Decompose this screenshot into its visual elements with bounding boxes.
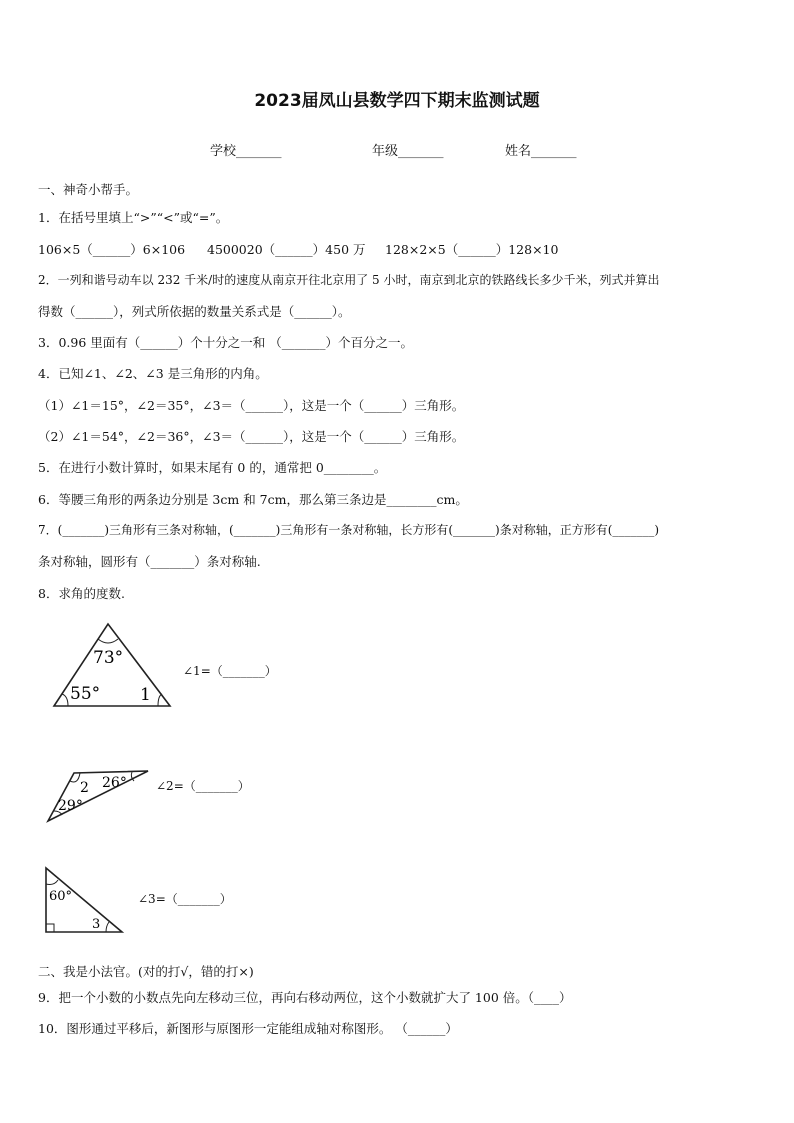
school-field: 学校_______ bbox=[210, 144, 282, 159]
name-field: 姓名_______ bbox=[505, 144, 577, 159]
q1-text: 1．在括号里填上“>”“<”或“=”。 bbox=[38, 210, 229, 225]
q6-text: 6．等腰三角形的两条边分别是 3cm 和 7cm，那么第三条边是________cm。 bbox=[38, 492, 468, 507]
page-title: 2023届凤山县数学四下期末监测试题 bbox=[254, 91, 540, 111]
fig3-label: ∠3=（_______） bbox=[138, 892, 232, 906]
q2-line2: 得数（______），列式所依据的数量关系式是（______）。 bbox=[38, 304, 351, 319]
q7-line2: 条对称轴，圆形有（_______）条对称轴. bbox=[38, 554, 261, 569]
q4-text: 4．已知∠1、∠2、∠3 是三角形的内角。 bbox=[38, 366, 268, 381]
fig1-angle-left: 55° bbox=[70, 684, 101, 704]
q8-text: 8．求角的度数. bbox=[38, 586, 125, 601]
fig3-angle-right: 3 bbox=[92, 917, 101, 932]
section1-heading: 一、神奇小帮手。 bbox=[38, 182, 139, 197]
q3-text: 3．0.96 里面有（______）个十分之一和 （_______）个百分之一。 bbox=[38, 335, 413, 350]
q2-line1: 2．一列和谐号动车以 232 千米/时的速度从南京开往北京用了 5 小时，南京到北京的铁路线长多少千米，列式并算出 bbox=[38, 273, 660, 287]
section2-heading: 二、我是小法官。(对的打√，错的打×) bbox=[38, 964, 254, 979]
triangle-figure-2 bbox=[44, 765, 152, 827]
fig2-angle-a: 2 bbox=[80, 780, 89, 796]
fig1-label: ∠1=（_______） bbox=[183, 664, 277, 678]
q1-item-2: 4500020（______）450 万 bbox=[207, 242, 366, 257]
q9-text: 9．把一个小数的小数点先向左移动三位，再向右移动两位，这个小数就扩大了 100 倍。（____） bbox=[38, 990, 572, 1005]
q4-sub2: （2）∠1＝54°，∠2＝36°，∠3＝（______），这是一个（______）三角形。 bbox=[38, 429, 465, 444]
fig2-angle-c: 29° bbox=[58, 798, 83, 814]
q1-item-1: 106×5（______）6×106 bbox=[38, 242, 186, 257]
triangle-figure-3 bbox=[42, 862, 128, 938]
q4-sub1: （1）∠1＝15°，∠2＝35°，∠3＝（______），这是一个（______）三角形。 bbox=[38, 398, 465, 413]
triangle-figure-1 bbox=[46, 620, 176, 712]
q7-line1: 7．(_______)三角形有三条对称轴，(_______)三角形有一条对称轴，长方形有(_______)条对称轴，正方形有(_______) bbox=[38, 523, 660, 537]
fig1-angle-right: 1 bbox=[140, 685, 151, 705]
fig3-angle-top: 60° bbox=[49, 889, 73, 904]
fig2-label: ∠2=（_______） bbox=[156, 779, 250, 793]
fig2-angle-b: 26° bbox=[102, 775, 127, 791]
grade-field: 年级_______ bbox=[372, 144, 444, 159]
q5-text: 5．在进行小数计算时，如果末尾有 0 的，通常把 0________。 bbox=[38, 460, 387, 475]
q10-text: 10．图形通过平移后，新图形与原图形一定能组成轴对称图形。 （______） bbox=[38, 1021, 458, 1036]
q1-item-3: 128×2×5（______）128×10 bbox=[385, 242, 559, 257]
fig1-angle-top: 73° bbox=[93, 648, 124, 668]
